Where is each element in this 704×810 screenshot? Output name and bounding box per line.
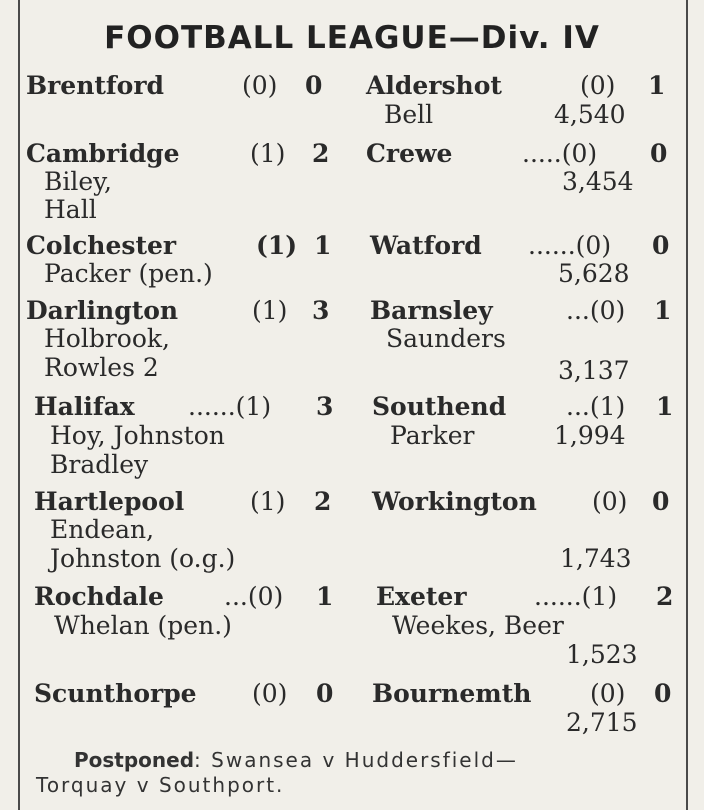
- away-score: 0: [652, 231, 670, 260]
- home-halftime: ...(0): [224, 582, 284, 611]
- away-team: Southend: [372, 392, 507, 421]
- away-scorer: Bell: [384, 100, 434, 129]
- away-score: 0: [652, 487, 670, 516]
- away-halftime: (0): [592, 487, 628, 516]
- attendance: 1,994: [554, 421, 626, 450]
- attendance: 4,540: [554, 100, 626, 129]
- home-team: Cambridge: [26, 139, 180, 168]
- home-scorer: Hoy, Johnston: [50, 421, 225, 450]
- attendance: 3,137: [558, 356, 630, 385]
- page-title: FOOTBALL LEAGUE—Div. IV: [104, 20, 600, 56]
- home-halftime: (0): [242, 71, 278, 100]
- home-team: Hartlepool: [34, 487, 185, 516]
- home-scorer: Bradley: [50, 450, 149, 479]
- home-halftime: (1): [256, 231, 298, 260]
- away-halftime: (0): [580, 71, 616, 100]
- away-scorer: Parker: [390, 421, 475, 450]
- home-halftime: ......(1): [188, 392, 272, 421]
- postponed-fixtures-2: Torquay v Southport.: [36, 773, 285, 797]
- away-score: 2: [656, 582, 674, 611]
- away-scorer: Saunders: [386, 324, 506, 353]
- away-halftime: .....(0): [522, 139, 598, 168]
- home-scorer: Hall: [44, 195, 97, 224]
- home-score: 1: [314, 231, 332, 260]
- away-team: Watford: [370, 231, 482, 260]
- home-scorer: Packer (pen.): [44, 259, 213, 288]
- away-team: Barnsley: [370, 296, 493, 325]
- home-score: 1: [316, 582, 334, 611]
- home-team: Brentford: [26, 71, 165, 100]
- home-score: 3: [312, 296, 330, 325]
- home-halftime: (1): [250, 139, 286, 168]
- away-team: Crewe: [366, 139, 453, 168]
- home-scorer: Johnston (o.g.): [50, 544, 236, 573]
- home-halftime: (1): [252, 296, 288, 325]
- away-team: Bournemth: [372, 679, 532, 708]
- away-team: Workington: [372, 487, 537, 516]
- home-team: Darlington: [26, 296, 179, 325]
- away-score: 0: [650, 139, 668, 168]
- postponed-fixtures-1: : Swansea v Huddersfield—: [194, 748, 518, 772]
- attendance: 1,523: [566, 640, 638, 669]
- home-score: 2: [314, 487, 332, 516]
- away-halftime: ...(1): [566, 392, 626, 421]
- away-score: 1: [648, 71, 666, 100]
- away-halftime: ...(0): [566, 296, 626, 325]
- away-halftime: ......(1): [534, 582, 618, 611]
- right-column-rule: [686, 0, 688, 810]
- away-score: 1: [656, 392, 674, 421]
- home-scorer: Rowles 2: [44, 353, 159, 382]
- left-column-rule: [18, 0, 20, 810]
- attendance: 5,628: [558, 259, 630, 288]
- away-team: Exeter: [376, 582, 467, 611]
- attendance: 1,743: [560, 544, 632, 573]
- home-score: 0: [305, 71, 323, 100]
- home-team: Rochdale: [34, 582, 164, 611]
- home-score: 2: [312, 139, 330, 168]
- attendance: 3,454: [562, 167, 634, 196]
- home-scorer: Biley,: [44, 167, 112, 196]
- away-halftime: (0): [590, 679, 626, 708]
- home-score: 3: [316, 392, 334, 421]
- attendance: 2,715: [566, 708, 638, 737]
- away-scorer: Weekes, Beer: [392, 611, 564, 640]
- home-scorer: Endean,: [50, 515, 155, 544]
- home-scorer: Whelan (pen.): [54, 611, 232, 640]
- away-score: 1: [654, 296, 672, 325]
- postponed-label: Postponed: [74, 748, 195, 772]
- away-team: Aldershot: [366, 71, 502, 100]
- home-halftime: (0): [252, 679, 288, 708]
- home-scorer: Holbrook,: [44, 324, 171, 353]
- away-score: 0: [654, 679, 672, 708]
- home-halftime: (1): [250, 487, 286, 516]
- home-team: Halifax: [34, 392, 135, 421]
- home-team: Colchester: [26, 231, 177, 260]
- home-score: 0: [316, 679, 334, 708]
- postponed-line-1: [74, 748, 518, 772]
- home-team: Scunthorpe: [34, 679, 197, 708]
- away-halftime: ......(0): [528, 231, 612, 260]
